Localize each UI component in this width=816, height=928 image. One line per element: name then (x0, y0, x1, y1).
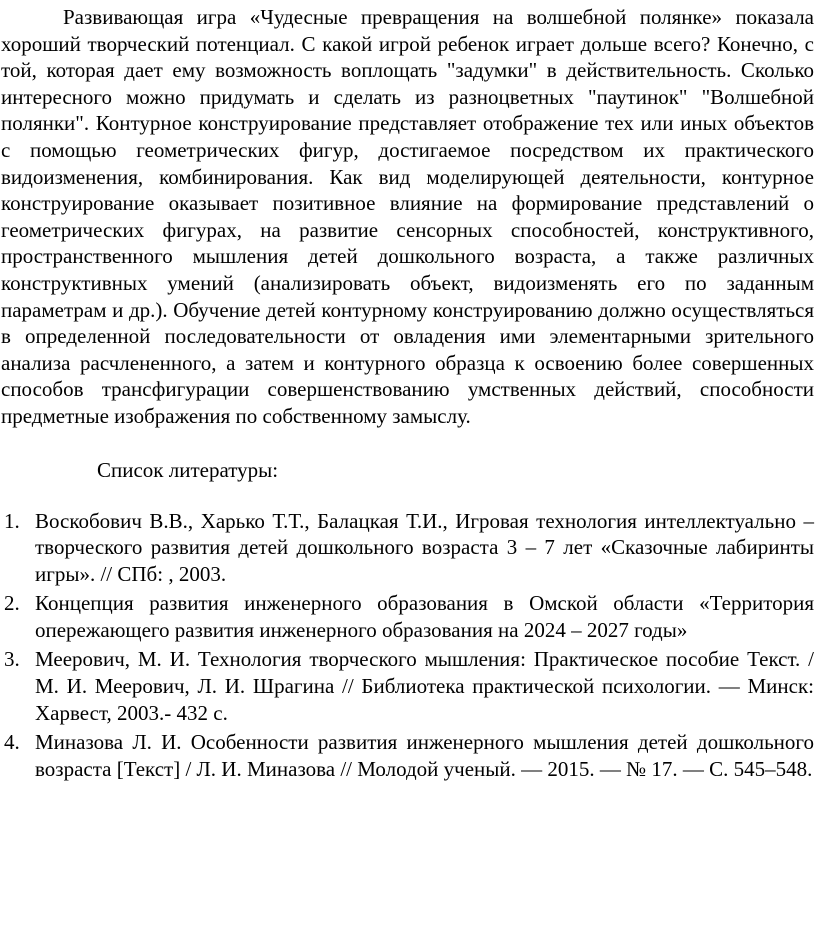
references-heading: Список литературы: (97, 457, 279, 482)
reference-item (4, 590, 814, 643)
reference-item (4, 729, 814, 782)
reference-number: 3. (4, 647, 20, 672)
reference-number: 2. (4, 591, 20, 616)
reference-item (4, 646, 814, 726)
body-paragraph: Развивающая игра «Чудесные превращения на волшебной полянке» показала хороший творческий потенциал. С какой игрой ребенок играет дольше всего? Конечно, с той, которая дает ему возможность воплощать "задумки" в действительность. Сколько интересного можно придумать и сделать из разноцветных "паутинок" "Волшебной полянки". Контурное конструирование представляет отображение тех или иных объектов с помощью геометрических фигур, достигаемое посредством их практического видоизменения, комбинирования. Как вид моделирующей деятельности, контурное конструирование оказывает позитивное влияние на формирование представлений о геометрических фигурах, на развитие сенсорных способностей, конструктивного, пространственного мышления детей дошкольного возраста, а также различных конструктивных умений (анализировать объект, видоизменять его по заданным параметрам и др.). Обучение детей контурному конструированию должно осуществляться в определенной последовательности от овладения ими элементарными зрительного анализа расчлененного, а затем и контурного образца к освоению более совершенных способов трансфигурации совершенствованию умственных действий, способности предметные изображения по собственному замыслу. (1, 5, 814, 428)
reference-number: 4. (4, 730, 20, 755)
reference-text: Концепция развития инженерного образования в Омской области «Территория опережающего развития инженерного образования на 2024 – 2027 годы» (35, 591, 814, 642)
reference-text: Миназова Л. И. Особенности развития инженерного мышления детей дошкольного возраста [Текст] / Л. И. Миназова // Молодой ученый. — 2015. — № 17. — С. 545–548. (35, 730, 814, 781)
references-list (0, 508, 814, 783)
reference-text: Воскобович В.В., Харько Т.Т., Балацкая Т.И., Игровая технология интеллектуально – творческого развития детей дошкольного возраста 3 – 7 лет «Сказочные лабиринты игры». // СПб: , 2003. (35, 508, 814, 586)
reference-number: 1. (4, 508, 20, 533)
reference-item (4, 508, 814, 588)
reference-text: Меерович, М. И. Технология творческого мышления: Практическое пособие Текст. / М. И. Меерович, Л. И. Шрагина // Библиотека практической психологии. — Минск: Харвест, 2003.- 432 с. (35, 647, 814, 725)
